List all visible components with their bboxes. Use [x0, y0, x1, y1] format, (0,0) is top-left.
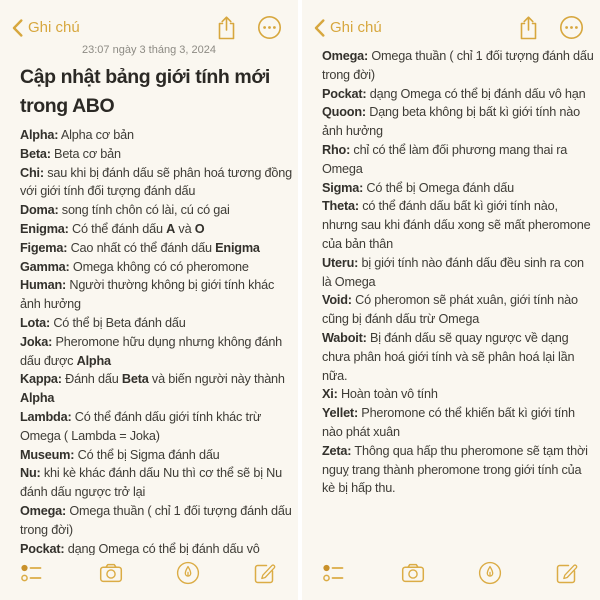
note-title[interactable]: Cập nhật bảng giới tính mới trong ABO [20, 66, 270, 117]
note-entry: Uteru: bị giới tính nào đánh dấu đều sinh ra con là Omega [322, 255, 584, 289]
note-entry: Waboit: Bị đánh dấu sẽ quay ngược về dạng chưa phân hoá giới tính và sẽ phân hoá lại lần nữa. [322, 330, 575, 383]
note-entry: Pockat: dạng Omega có thể bị đánh dấu vô hạn [322, 86, 586, 101]
note-entry: Alpha: Alpha cơ bản [20, 128, 134, 142]
camera-icon[interactable] [400, 562, 426, 584]
note-entry: Beta: Beta cơ bản [20, 146, 121, 161]
chevron-left-icon [12, 19, 23, 37]
chevron-left-icon [314, 19, 325, 37]
note-body[interactable] [0, 123, 298, 555]
note-entry: Void: Có pheromon sẽ phát xuân, giới tính nào cũng bị đánh dấu trừ Omega [322, 293, 578, 327]
more-options-icon[interactable] [257, 15, 282, 40]
note-timestamp: 23:07 ngày 3 tháng 3, 2024 [82, 44, 216, 56]
note-entry: Rho: chỉ có thể làm đối phương mang thai ra Omega [322, 142, 568, 176]
note-entry: Chi: sau khi bị đánh dấu sẽ phân hoá tương đồng với giới tính đối tượng đánh dấu [20, 165, 292, 199]
back-label: Ghi chú [330, 18, 382, 36]
note-entry: Figema: Cao nhất có thể đánh dấu Enigma [20, 240, 260, 255]
note-entry: Zeta: Thông qua hấp thu pheromone sẽ tạm thời nguỵ trang thành pheromone trong giới tính của kè bị hấp thu. [322, 443, 588, 496]
note-entry: Human: Người thường không bị giới tính khác ảnh hưởng [20, 278, 275, 312]
checklist-icon[interactable] [322, 562, 348, 584]
note-entry: Pockat: dạng Omega có thể bị đánh dấu vô [20, 541, 260, 555]
note-page-2 [302, 0, 600, 600]
note-entry: Quoon: Dạng beta không bị bất kì giới tính nào ảnh hưởng [322, 105, 580, 139]
share-icon[interactable] [216, 15, 237, 41]
note-entry: Nu: khi kè khác đánh dấu Nu thì cơ thể sẽ bị Nu đánh dấu ngược trở lại [20, 466, 282, 500]
note-body[interactable] [302, 41, 600, 555]
markup-icon[interactable] [478, 561, 502, 585]
note-entry: Sigma: Có thể bị Omega đánh dấu [322, 180, 514, 195]
nav-bar [0, 0, 298, 41]
nav-bar [302, 0, 600, 41]
note-entry: Museum: Có thể bị Sigma đánh dấu [20, 447, 220, 462]
checklist-icon[interactable] [20, 562, 46, 584]
compose-icon[interactable] [252, 561, 276, 585]
nav-actions [216, 15, 282, 41]
share-icon[interactable] [518, 15, 539, 41]
compose-icon[interactable] [554, 561, 578, 585]
note-entry: Doma: song tính chôn có lài, cú có gai [20, 203, 230, 218]
note-entry: Omega: Omega thuần ( chỉ 1 đối tượng đánh dấu trong đời) [322, 49, 594, 82]
note-entry: Joka: Pheromone hữu dụng nhưng không đánh dấu được Alpha [20, 334, 283, 368]
note-page-1 [0, 0, 298, 600]
camera-icon[interactable] [98, 562, 124, 584]
nav-actions [518, 15, 584, 41]
note-entry: Lambda: Có thể đánh dấu giới tính khác trừ Omega ( Lambda = Joka) [20, 409, 262, 443]
note-entry: Xi: Hoàn toàn vô tính [322, 387, 438, 402]
more-options-icon[interactable] [559, 15, 584, 40]
markup-icon[interactable] [176, 561, 200, 585]
back-button[interactable] [314, 19, 382, 37]
note-entry: Enigma: Có thể đánh dấu A và O [20, 221, 205, 236]
note-toolbar [302, 555, 600, 600]
note-entry: Lota: Có thể bị Beta đánh dấu [20, 315, 186, 330]
note-entry: Omega: Omega thuần ( chỉ 1 đối tượng đánh dấu trong đời) [20, 503, 292, 537]
note-entry: Gamma: Omega không có có pheromone [20, 259, 249, 274]
note-entry: Yellet: Pheromone có thể khiến bất kì giới tính nào phát xuân [322, 406, 575, 439]
back-button[interactable] [12, 19, 80, 37]
note-toolbar [0, 555, 298, 600]
note-entry: Theta: có thể đánh dấu bất kì giới tính nào, nhưng sau khi đánh dấu xong sẽ mất pheromone của bản thân [322, 199, 591, 251]
note-entry: Kappa: Đánh dấu Beta và biến người này thành Alpha [20, 372, 285, 406]
back-label: Ghi chú [28, 18, 80, 36]
